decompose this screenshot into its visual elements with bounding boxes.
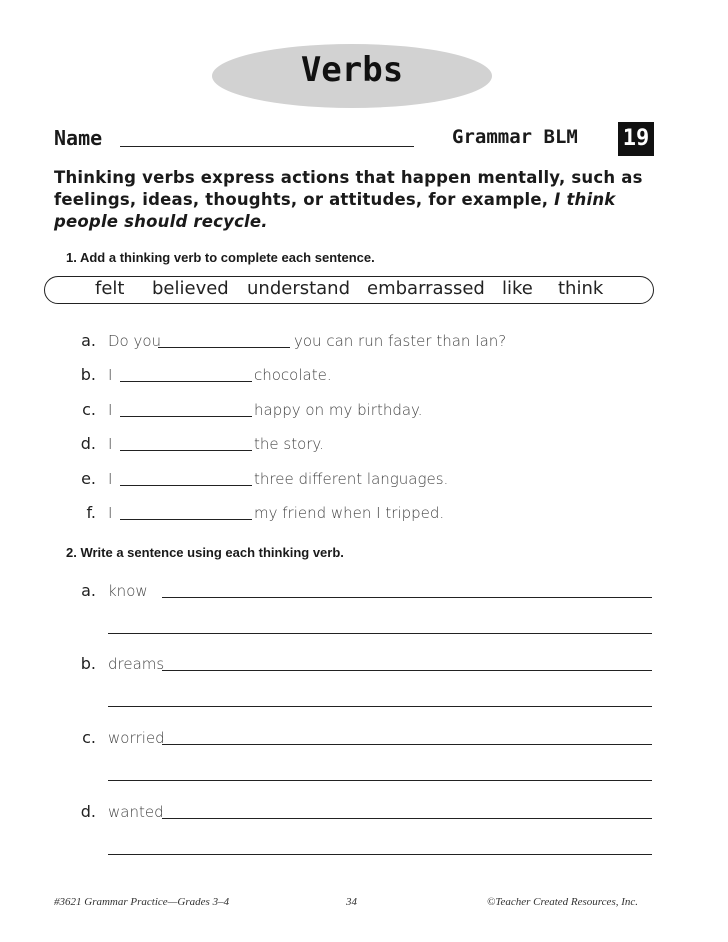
item-letter: d. [80,434,96,453]
word-bank-word: believed [152,278,229,299]
verb-prompt: wanted [108,803,164,821]
item-text-before: I [108,504,113,522]
word-bank-word: understand [247,278,351,299]
item-letter: f. [86,503,96,522]
writing-line [162,818,652,819]
item-letter: b. [80,654,96,673]
verb-prompt: worried [108,729,165,747]
verb-prompt: know [108,582,148,600]
answer-blank [120,519,252,520]
item-text-after: you can run faster than Ian? [294,332,507,350]
intro-text: Thinking verbs express actions that happen mentally, such as feelings, ideas, thoughts, or attitudes, for example, [54,168,643,209]
item-text-before: I [108,435,113,453]
word-bank-word: like [502,278,533,299]
item-letter: c. [82,728,96,747]
answer-blank [120,381,252,382]
writing-line [108,780,652,781]
writing-line [162,670,652,671]
footer-book-title: #3621 Grammar Practice—Grades 3–4 [54,896,230,908]
item-text-before: I [108,366,113,384]
item-text-after: happy on my birthday. [254,401,423,419]
item-text-before: I [108,470,113,488]
name-label: Name [54,126,103,150]
item-letter: b. [80,365,96,384]
item-letter: a. [81,331,96,350]
item-text-before: Do you [108,332,162,350]
item-text-after: chocolate. [254,366,332,384]
writing-line [108,706,652,707]
item-letter: c. [82,400,96,419]
item-text-after: three different languages. [254,470,449,488]
writing-line [162,744,652,745]
item-letter: e. [81,469,96,488]
blm-number-badge: 19 [618,122,654,156]
answer-blank [158,347,290,348]
answer-blank [120,485,252,486]
name-line [120,146,414,147]
blm-label: Grammar BLM [452,126,578,148]
word-bank-word: felt [95,278,125,299]
verb-prompt: dreams [108,655,165,673]
word-bank-word: embarrassed [367,278,485,299]
footer-page-number: 34 [346,896,357,908]
item-text-after: the story. [254,435,324,453]
page-title: Verbs [300,50,404,90]
answer-blank [120,450,252,451]
section1-heading: 1. Add a thinking verb to complete each sentence. [66,250,375,265]
item-text-after: my friend when I tripped. [254,504,445,522]
item-text-before: I [108,401,113,419]
writing-line [108,633,652,634]
answer-blank [120,416,252,417]
word-bank-word: think [558,278,604,299]
intro-paragraph [54,167,674,233]
section2-heading: 2. Write a sentence using each thinking verb. [66,545,344,560]
writing-line [108,854,652,855]
item-letter: d. [80,802,96,821]
intro-example: I think people should recycle. [54,190,616,231]
writing-line [162,597,652,598]
footer-copyright: ©Teacher Created Resources, Inc. [487,896,639,908]
item-letter: a. [81,581,96,600]
